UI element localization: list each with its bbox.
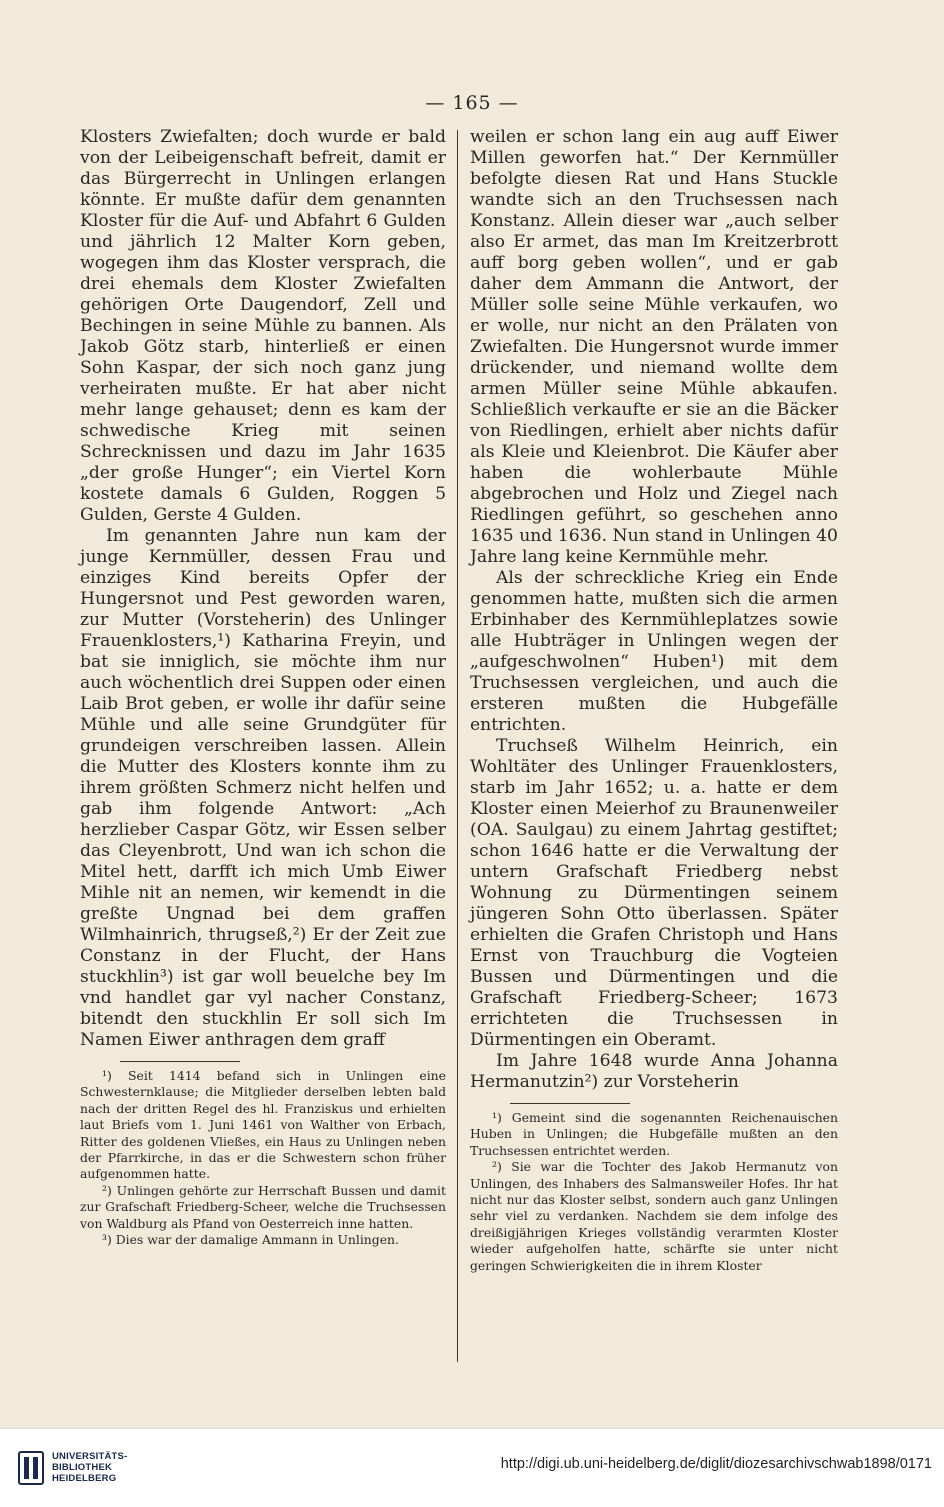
footnote-rule xyxy=(510,1103,630,1104)
logo-text xyxy=(52,1451,127,1484)
right-paragraph-4: Im Jahre 1648 wurde Anna Johanna Hermanutzin²) zur Vorsteherin xyxy=(470,1051,838,1092)
library-seal-icon xyxy=(18,1451,44,1485)
footnote-right-2: ²) Sie war die Tochter des Jakob Hermanutz von Unlingen, des Inhabers des Salmansweiler Hofes. Ihr hat nicht nur das Kloster selbst, sondern auch ganz Unlingen sehr viel zu verdanken. Nachdem sie dem infolge des dreißigjährigen Krieges vollständig verarmten Kloster wieder aufgeholfen hatte, schärfte sie unter nicht geringen Schwierigkeiten die in ihrem Kloster xyxy=(470,1159,838,1273)
right-paragraph-2: Als der schreckliche Krieg ein Ende genommen hatte, mußten sich die armen Erbinhaber des Kernmühleplatzes sowie alle Hubträger in Unlingen wegen der „aufgeschwolnen“ Huben¹) mit dem Truchsessen vergleichen, und auch die ersteren mußten die Hubgefälle entrichten. xyxy=(470,568,838,735)
footnote-left-1: ¹) Seit 1414 befand sich in Unlingen eine Schwesternklause; die Mitglieder derselben lebten bald nach der dritten Regel des hl. Franziskus und erhielten laut Briefs vom 1. Juni 1461 von Walther von Erbach, Ritter des goldenen Vließes, ein Haus zu Unlingen neben der Pfarrkirche, in das er die Schwestern schon früher aufgenommen hatte. xyxy=(80,1068,446,1182)
footnote-rule xyxy=(120,1061,240,1062)
left-paragraph-2: Im genannten Jahre nun kam der junge Kernmüller, dessen Frau und einziges Kind bereits Opfer der Hungersnot und Pest geworden waren, zur Mutter (Vorsteherin) des Unlinger Frauenklosters,¹) Katharina Freyin, und bat sie inniglich, sie möchte ihm nur auch wöchentlich drei Suppen oder einen Laib Brot geben, er wolle ihr dafür seine Mühle und alle seine Grundgüter für grundeigen verschreiben lassen. Allein die Mutter des Klosters konnte ihm zu ihrem größten Schmerz nicht helfen und gab ihm folgende Antwort: „Ach herzlieber Caspar Götz, wir Essen selber das Cleyenbrott, Und wan ich schon die Mitel hett, darfft ich mich Umb Eiwer Mihle nit an nemen, wir kemendt in die greßte Ungnad bei dem graffen Wilmhainrich, thrugseß,²) Er der Zeit zue Constanz in der Flucht, der Hans stuckhlin³) ist gar woll beuelche bey Im vnd handlet gar vyl nacher Constanz, bitendt den stuckhlin Er soll sich Im Namen Eiwer anthragen dem graff xyxy=(80,526,446,1050)
left-column xyxy=(80,127,446,1248)
footnote-left-2: ²) Unlingen gehörte zur Herrschaft Bussen und damit zur Grafschaft Friedberg-Scheer, welche die Truchsessen von Waldburg als Pfand von Oesterreich inne hatten. xyxy=(80,1182,446,1231)
left-paragraph-1: Klosters Zwiefalten; doch wurde er bald von der Leibeigenschaft befreit, damit er das Bürgerrecht in Unlingen erlangen könnte. Er mußte dafür dem genannten Kloster für die Auf- und Abfahrt 6 Gulden und jährlich 12 Malter Korn geben, wogegen ihm das Kloster versprach, die drei ehemals dem Kloster Zwiefalten gehörigen Orte Daugendorf, Zell und Bechingen in seine Mühle zu bannen. Als Jakob Götz starb, hinterließ er einen Sohn Kaspar, der sich noch ganz jung verheiraten mußte. Er hat aber nicht mehr lange gehauset; denn es kam der schwedische Krieg mit seinen Schrecknissen und dazu im Jahr 1635 „der große Hunger“; ein Viertel Korn kostete damals 6 Gulden, Roggen 5 Gulden, Gerste 4 Gulden. xyxy=(80,127,446,525)
left-footnotes xyxy=(80,1061,446,1248)
column-divider xyxy=(457,130,458,1362)
source-url-link[interactable]: http://digi.ub.uni-heidelberg.de/diglit/diozesarchivschwab1898/0171 xyxy=(500,1456,932,1472)
right-column xyxy=(470,127,838,1274)
logo-line-1: UNIVERSITÄTS- xyxy=(52,1451,128,1462)
library-logo[interactable] xyxy=(18,1449,168,1489)
logo-line-3: HEIDELBERG xyxy=(52,1473,117,1484)
logo-line-2: BIBLIOTHEK xyxy=(52,1462,113,1473)
page-number: — 165 — xyxy=(425,92,519,114)
right-paragraph-3: Truchseß Wilhelm Heinrich, ein Wohltäter des Unlinger Frauenklosters, starb im Jahr 1652; u. a. hatte er dem Kloster einen Meierhof zu Braunenweiler (OA. Saulgau) zu einem Jahrtag gestiftet; schon 1646 hatte er die Verwaltung der untern Grafschaft Friedberg nebst Wohnung zu Dürmentingen seinem jüngeren Sohn Otto überlassen. Später erhielten die Grafen Christoph und Hans Ernst von Trauchburg die Vogteien Bussen und Dürmentingen und die Grafschaft Friedberg-Scheer; 1673 errichteten die Truchsessen in Dürmentingen ein Oberamt. xyxy=(470,736,838,1050)
right-footnotes xyxy=(470,1103,838,1274)
footer-bar xyxy=(0,1428,944,1507)
footnote-right-1: ¹) Gemeint sind die sogenannten Reichenauischen Huben in Unlingen; die Hubgefälle mußten an den Truchsessen entrichtet werden. xyxy=(470,1110,838,1158)
footnote-left-3: ³) Dies war der damalige Ammann in Unlingen. xyxy=(102,1232,399,1248)
right-paragraph-1: weilen er schon lang ein aug auff Eiwer Millen geworfen hat.“ Der Kernmüller befolgte diesen Rat und Hans Stuckle wandte sich an den Truchsessen nach Konstanz. Allein dieser war „auch selber also Er armet, das man Im Kreitzerbrott auff borg geben wollen“, und er gab daher dem Ammann die Antwort, der Müller solle seine Mühle verkaufen, wo er wolle, nur nicht an den Prälaten von Zwiefalten. Die Hungersnot wurde immer drückender, und niemand wollte dem armen Müller seine Mühle abkaufen. Schließlich verkaufte er sie an die Bäcker von Riedlingen, erhielt aber nichts dafür als Kleie und Kleienbrot. Die Käufer aber haben die wohlerbaute Mühle abgebrochen und Holz und Ziegel nach Riedlingen geführt, so geschehen anno 1635 und 1636. Nun stand in Unlingen 40 Jahre lang keine Kernmühle mehr. xyxy=(470,127,838,567)
